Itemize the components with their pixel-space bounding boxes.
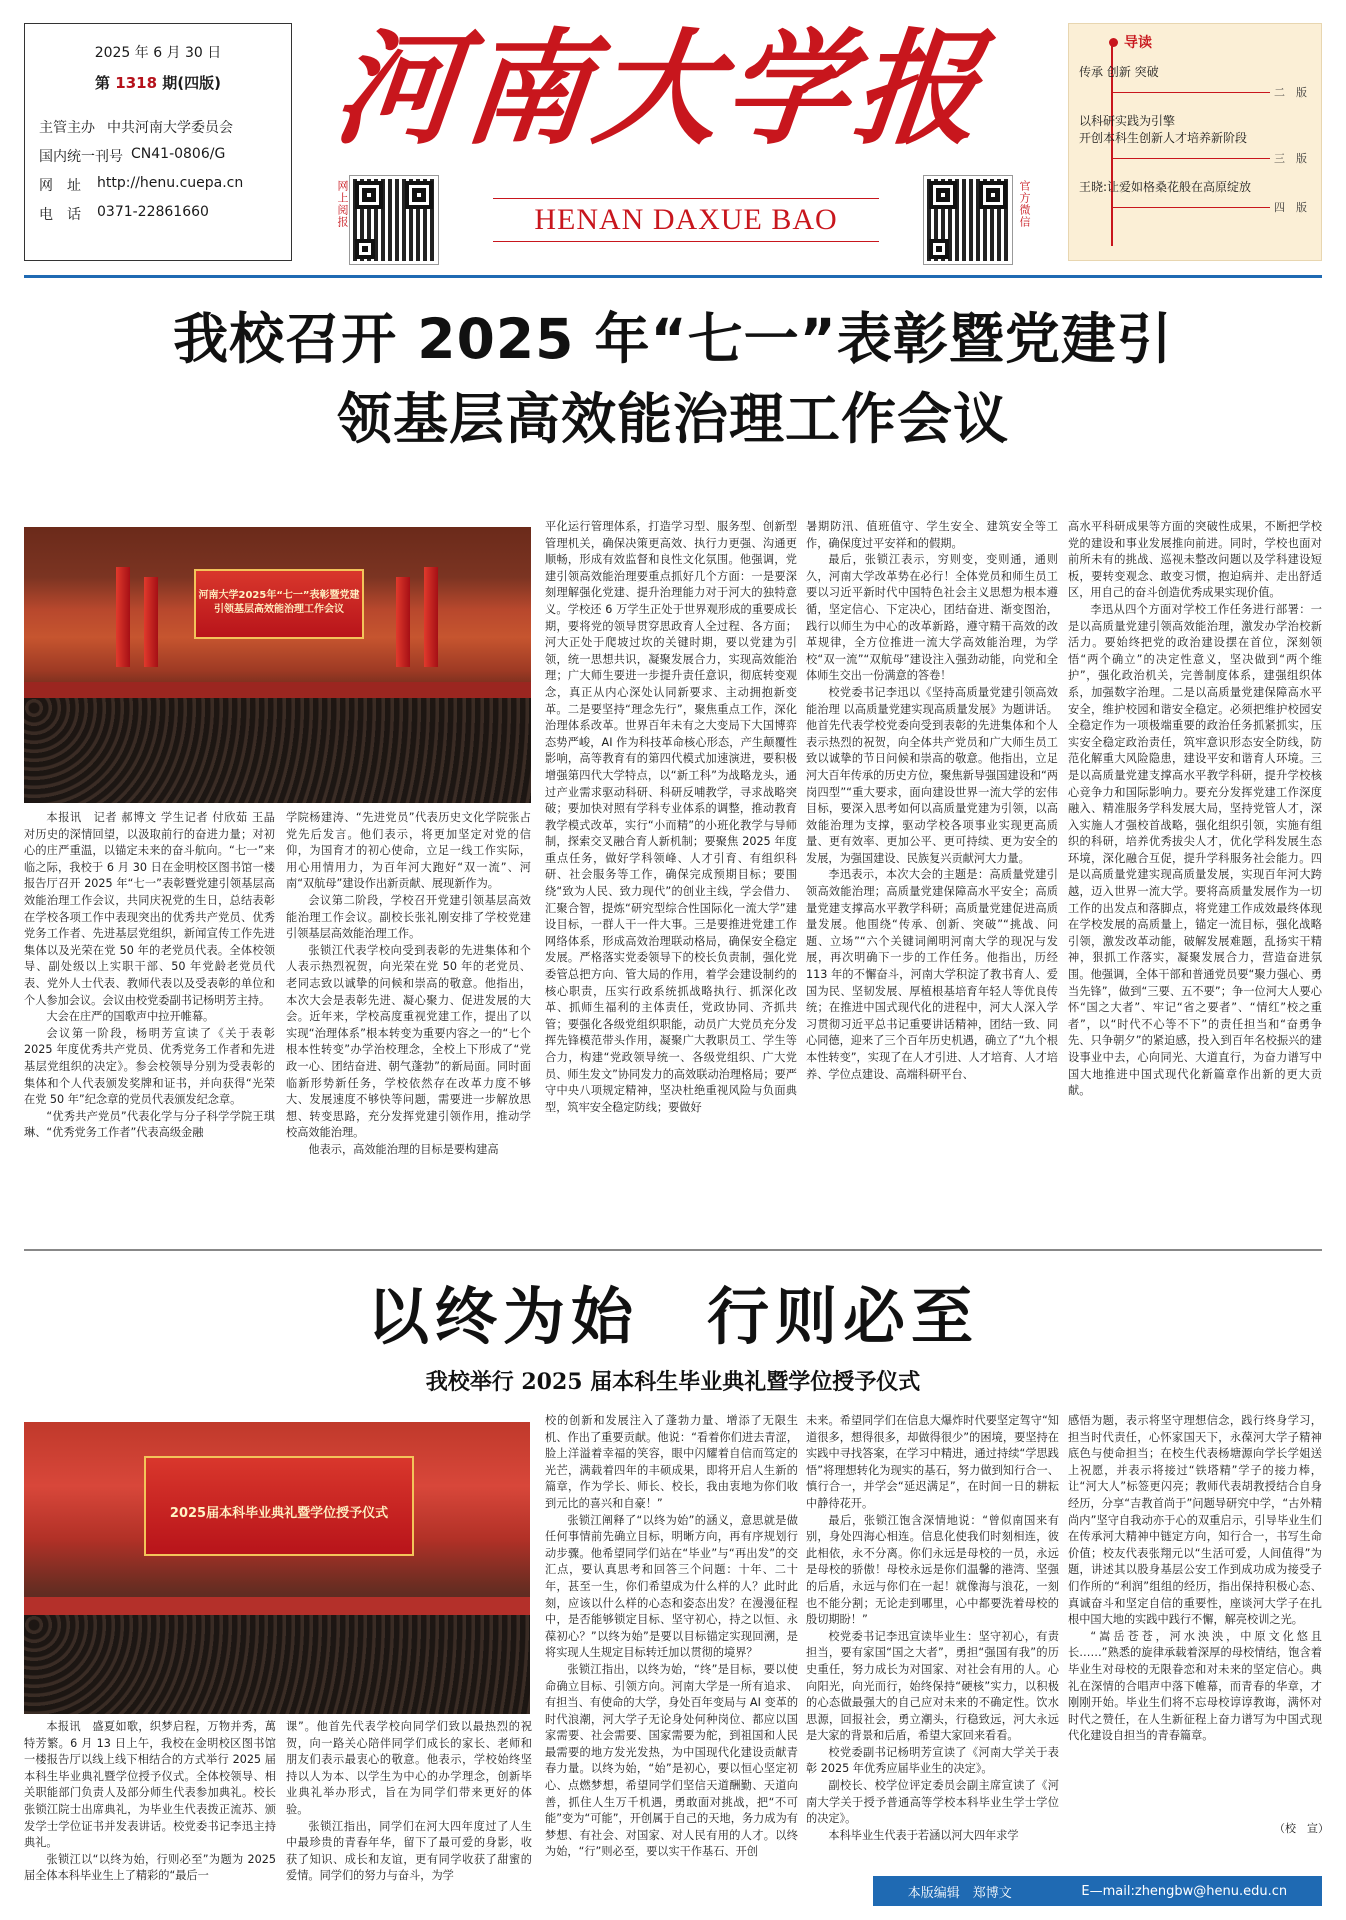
article1-paragraph: 会议第二阶段，学校召开党建引领基层高效能治理工作会议。副校长张礼刚安排了学校党建引领基层高效能治理工作。 [286,893,531,941]
article2-column-2 [286,1719,532,1909]
section-divider [24,1249,1322,1251]
qr-left-label: 网上阅报 [336,180,349,228]
guide-panel [1068,23,1322,261]
page-footer [873,1876,1322,1906]
info-row-website[interactable]: 网 址 http://henu.cuepa.cn [39,175,244,194]
guide-item[interactable]: 王晓:让爱如格桑花般在高原绽放 四 版 [1079,179,1311,216]
footer-email[interactable]: E—mail:zhengbw@henu.edu.cn [1081,1883,1288,1899]
article2-paragraph: 本科毕业生代表于若涵以河大四年求学 [828,1828,1019,1842]
article1-paragraph: “优秀共产党员”代表化学与分子科学学院王琪琳、“优秀党务工作者”代表高级金融 [24,1109,275,1140]
article2-paragraph: 最后，张锁江饱含深情地说：“曾似南国来有别，身处四海心相连。信息化使我们时刻相连，彼此相依，永不分离。你们永远是母校的一员，永远是母校的骄傲！母校永远是你们温馨的港湾、坚强的后盾，永远与你们在一起！就像海与浪花，一刻也不能分割；无论走到哪里，心中都要洗着母校的殷切期盼！” [806,1513,1059,1627]
article2-paragraph: 课”。他首先代表学校向同学们致以最热烈的祝贺，向一路关心陪伴同学们成长的家长、老师和朋友们表示最衷心的敬意。他表示，学校始终坚持以人为本、以学生为中心的办学理念，创新毕业典礼举办形式，旨在为同学们带来更好的体验。 [286,1720,532,1816]
article1-paragraph: 最后，张锁江表示，穷则变，变则通，通则久，河南大学改革势在必行！全体党员和师生员工要以习近平新时代中国特色社会主义思想为根本遵循，坚定信心、下定决心，团结奋进、渐变图治，践行以师生为中心的改革新路，遵守精干高效的改革规律，全方位推进一流大学高效能治理，为学校“双一流”“双航母”建设注入强劲动能，向党和全体师生交出一份满意的答卷！ [806,553,1058,683]
article1-headline-line2: 领基层高效能治理工作会议 [336,387,1009,451]
article2-paragraph: 张锁江阐释了“以终为始”的涵义，意思就是做任何事情前先确立目标，明晰方向，再有序规划行动步骤。他希望同学们站在“毕业”与“再出发”的交汇点，要认真思考和回答三个问题：十年、二十年，甚至一生，你们希望成为什么样的人？此时此刻，应该以什么样的心态和姿态出发？在漫漫征程中，是否能够锁定目标、坚守初心，持之以恒、永葆初心？”以终为始”是要以目标锚定实现回溯，是将实现人生规定目标转迁加以贯彻的境界？ [545,1513,798,1660]
article1-paragraph: 李迅从四个方面对学校工作任务进行部署：一是以高质量党建引领高效能治理，激发办学治校新活力。要始终把党的政治建设摆在首位，深刻领悟“两个确立”的决定性意义，坚决做到“两个维护”，强化政治机关，完善制度体系，建强组织体系，加强数字治理。二是以高质量党建保障高水平安全，维护校园和谐安全稳定。必须把维护校园安全稳定作为一项极端重要的政治任务抓紧抓实，压实安全稳定政治责任，筑牢意识形态安全防线，防范化解重大风险隐患，建设平安和谐育人环境。三是以高质量党建支撑高水平教学科研，提升学校核心竞争力和国际影响力。要充分发挥党建工作深度融入、精准服务学科发展大局，坚持党管人才，深入实施人才强校首战略，强化组织引领，实施有组织的科研，培养优秀拔尖人才，优化学科发展生态环境，深化融合互促，提升学科服务社会能力。四是以高质量党建实现高质量发展，实现百年河大跨越，迈入世界一流大学。要将高质量发展作为一切工作的出发点和落脚点，将党建工作成效最终体现在学校发展的高质量上，锚定一流目标，强化战略引领，激发改革动能，破解发展难题，乱扬实干精神，狠抓工作落实，凝聚发展合力，营造奋进氛围。他强调，全体干部和普通党员要“聚力强心、勇当先锋”，做到“三要、五不要”；争一位河大人要心怀“国之大者”、牢记“省之要者”、“情红”校之重者”，以“时代不心等不下”的责任担当和“奋勇争先、只争朝夕”的紧迫感，投入到百年名校振兴的建设事业中去，心向同光、大道直行，为奋力谱写中国大地推进中国式现代化新篇章作出新的更大贡献。 [1068,602,1322,1098]
article2-column-3 [545,1413,798,1909]
guide-item[interactable]: 传承 创新 突破 二 版 [1079,64,1311,101]
info-row-phone: 电 话 0371-22861660 [39,204,209,223]
article2-paragraph: 副校长、校学位评定委员会副主席宣读了《河南大学关于授予普通高等学校本科毕业生学士学位的决定》。 [806,1779,1059,1826]
article2-column-4 [806,1413,1059,1873]
article1-column-1 [24,810,287,1242]
article2-paragraph: 本报讯 盛夏如歌，织梦启程，万物并秀，萬特芳繁。6 月 13 日上午，我校在金明校区图书馆一楼报告厅以线上线下相结合的方式举行 2025 届本科生毕业典礼暨学位授予仪式。全体校领导、相关职能部门负责人及部分师生代表参加典礼。校长张锁江院士出席典礼，为毕业生代表拨正流苏、颁发学士学位证书并发表讲话。校党委书记李迅主持典礼。 [24,1720,276,1850]
article1-paragraph: 校党委书记李迅以《坚持高质量党建引领高效能治理 以高质量党建实现高质量发展》为题讲话。他首先代表学校党委向受到表彰的先进集体和个人表示热烈的祝贺，向全体共产党员和广大师生员工致以诚挚的节日问候和崇高的敬意。他指出，立足河大百年传承的历史方位，聚焦新导强国建设和“两岗四型”“重大要求，面向建设世界一流大学的宏伟目标，要深入思考如何以高质量党建为引领，以高效能治理为支撑，驱动学校各项事业实现更高质量、更有效率、更加公平、更可持续、更为安全的发展，为强国建设、民族复兴贡献河大力量。 [806,685,1058,865]
article1-column-4 [806,519,1058,1242]
article1-paragraph: 李迅表示，本次大会的主题是：高质量党建引领高效能治理；高质量党建保障高水平安全；高质量党建支撑高水平教学科研；高质量党建促进高质量发展。他围绕“传承、创新、突破”“挑战、问题、立场”“六个关键词阐明河南大学的现况与发展，再次明确下一步的工作任务。他指出，历经 113 年的不懈奋斗，河南大学积淀了教书育人、爱国为民、坚韧发展、厚植根基培育年轻人等优良传统；在推进中国式现代化的进程中，河大人深入学习贯彻习近平总书记重要讲话精神，团结一致、同心同德，迎来了三个百年历史机遇，确立了“九个根本性转变”，实现了在人才引进、人才培育、人才培养、学位点建设、高端科研平台、 [806,868,1058,1081]
article1-photo [24,527,531,803]
article1-column-5 [1068,519,1322,1242]
article2-paragraph: “嵩岳苍苍，河水泱泱，中原文化悠且长……”熟悉的旋律承载着深厚的母校情结，饱含着毕业生对母校的无限眷恋和对未来的坚定信心。典礼在深情的合唱声中落下帷幕，而青春的华章，才刚刚开始。毕业生们将不忘母校谆谆教诲，满怀对时代之赞任，在人生新征程上奋力谱写为中国式现代化建设自担当的青春篇章。 [1068,1629,1322,1743]
qr-code-online-reading[interactable] [350,176,438,264]
article1-paragraph: 会议第一阶段，杨明芳宣读了《关于表彰 2025 年度优秀共产党员、优秀党务工作者和先进基层党组织的决定》。参会校领导分别为受表彰的集体和个人代表颁发奖牌和证书，并向获得“光荣在党 50 年”纪念章的党员代表颁发纪念章。 [24,1026,275,1107]
article2-headline: 以终为始 行则必至 [366,1280,979,1353]
qr-code-official-wechat[interactable] [924,176,1012,264]
article1-paragraph: 本报讯 记者 郝博文 学生记者 付欣茹 王晶 对历史的深情回望，以汲取前行的奋进力量；对初心的庄严重温，以锚定未来的奋斗航向。“七一”来临之际，我校于 6 月 30 日在金明校区图书馆一楼报告厅召开 2025 年“七一”表彰暨党建引领基层高效能治理工作会议，共同庆祝党的生日，总结表彰在学校各项工作中表现突出的优秀共产党员、优秀党务工作者、先进基层党组织，新闻宣传工作先进集体以及光荣在党 50 年的老党员代表。全体校领导、副处级以上实职干部、50 年党龄老党员代表、党外人士代表、教师代表以及受表彰的单位和个人参加会议。会议由校党委副书记杨明芳主持。 [24,811,287,1007]
article1-photo-screen: 河南大学2025年“七一”表彰暨党建引领基层高效能治理工作会议 [194,569,364,639]
article1-paragraph: 学院杨建涛、“先进党员”代表历史文化学院张占党先后发言。他们表示，将更加坚定对党的信仰，为国育才的初心使命，立足一线工作实际，用心用情用力，为百年河大跑好“双一流”、河南“双航母”建设作出新贡献、展现新作为。 [286,811,531,891]
info-row-issn: 国内统一刊号 CN41-0806/G [39,146,226,165]
article2-paragraph: 张锁江以“以终为始，行则必至”为题为 2025 届全体本科毕业生上了精彩的“最后一 [24,1852,276,1883]
newspaper-pinyin: HENAN DAXUE BAO [493,198,879,242]
article2-paragraph: 张锁江指出，以终为始，“终”是目标，要以使命确立目标、引领方向。河南大学是一所有追求、有担当、有使命的大学，身处百年变局与 AI 变革的时代浪潮，河大学子无论身处何种岗位、都应以国家需要、社会需要、国家需要为舵，到祖国和人民最需要的地方发光发热，为中国现代化建设贡献青春力量。以终为始，“始”是初心，要以恒心坚定初心、点燃梦想，希望同学们坚信天道酬勤、天道向善，抓住人生万千机遇，勇敢面对挑战，把“不可能”变为“可能”，开创属于自己的天地，务力成为有梦想、有社会、对国家、对人民有用的人才。以终为始，“行”则必至，要以实干作基石、开创 [545,1662,799,1859]
article2-photo-screen: 2025届本科毕业典礼暨学位授予仪式 [144,1456,414,1556]
article1-paragraph: 暑期防汛、值班值守、学生安全、建筑安全等工作，确保度过平安祥和的假期。 [806,520,1058,550]
article2-author: （校 宣） [1274,1822,1329,1835]
article2-paragraph: 未来。希望同学们在信息大爆炸时代要坚定驾守“知道很多，想得很多，却做得很少”的困境，要坚持在实践中寻找答案，在学习中精进，通过持续“学思践悟”将理想转化为现实的基石，努力做到知行合一、慎行合一，并学会“延迟满足”，在时间一日的耕耘中静待花开。 [806,1414,1059,1510]
article1-paragraph: 高水平科研成果等方面的突破性成果，不断把学校党的建设和事业发展推向前进。同时，学校也面对前所未有的挑战、巡视未整改问题以及学科建设短板，要转变观念、敢变习惯，抱迫病并、走出舒适区，用自己的奋斗创造优秀成果实现价值。 [1068,520,1322,600]
article1-column-2 [286,810,531,1242]
footer-editor: 本版编辑 郑博文 [907,1885,1012,1901]
newspaper-logo: 河南大学报 [327,17,993,162]
article2-paragraph: 校党委副书记杨明芳宣读了《河南大学关于表彰 2025 年优秀应届毕业生的决定》。 [806,1745,1059,1776]
article1-paragraph: 他表示，高效能治理的目标是要构建高 [308,1142,499,1156]
issue-number: 第 1318 期(四版) [95,74,221,92]
article2-paragraph: 感悟为题，表示将坚守理想信念，践行终身学习，担当时代责任，心怀家国天下，永葆河大学子精神底色与使命担当；在校生代表杨塘源向学长学姐送上祝愿，并表示将接过“铁塔精”学子的接力棒，让“河大人”标签更闪亮；教师代表胡教授结合自身经历，分享“吉教首尚于”问题导研究中学，“古外精尚内”坚守自我动亦于心的双重启示，引导毕业生们在传承河大精神中链定方向，知行合一，书写生命价值；校友代表张翔元以“生活可爱，人间值得”为题，讲述其以股身基层公安工作到成功成为接受子们作所的“利润”组组的经历，指出保持积极心态、真诚奋斗和坚定自信的重要性，座谈河大学子在扎根中国大地的实践中践行不懈，解亮校训之光。 [1068,1414,1322,1627]
article2-column-5 [1068,1413,1322,1818]
masthead-info-box [24,23,292,261]
article1-headline-line1: 我校召开 2025 年“七一”表彰暨党建引 [173,307,1173,371]
article2-column-1 [24,1719,276,1909]
article1-paragraph: 大会在庄严的国歌声中拉开帷幕。 [46,1010,215,1024]
article2-paragraph: 校党委书记李迅宣读毕业生：坚守初心，有责担当，要有家国“国之大者”，勇担“强国有我”的历史重任，努力成长为对国家、对社会有用的人。心向阳光，向光而行，始终保持“硬核”实力，以积极的心态做最强大的自己应对未来的不确定性。饮水思源，回报社会，勇立潮头，行稳致远，河大永远是大家的背景和后盾，希望大家回来看看。 [806,1629,1059,1743]
article2-paragraph: 校的创新和发展注入了蓬勃力量、增添了无限生机、作出了重要贡献。他说：“看着你们进去青涩，脸上洋溢着幸福的笑容，眼中闪耀着自信而笃定的光芒，满载着四年的丰硕成果，即将开启人生新的篇章，作为学长、师长、校长，我由衷地为你们收到元比的喜兴和自豪！” [545,1414,798,1510]
article2-subheadline: 我校举行 2025 届本科生毕业典礼暨学位授予仪式 [425,1369,921,1395]
guide-title: 导读 [1124,35,1152,51]
masthead-divider [24,275,1322,278]
info-row-sponsor: 主管主办 中共河南大学委员会 [39,120,233,136]
article2-photo [24,1422,530,1714]
qr-right-label: 官方微信 [1018,180,1031,228]
article1-column-3 [545,519,797,1242]
article1-paragraph: 平化运行管理体系，打造学习型、服务型、创新型管理机关，确保决策更高效、执行力更强、沟通更顺畅，形成有效监督和良性文化氛围。他强调，党建引领高效能治理要重点抓好几个方面：一是要深刻理解强化党建、提升治理能力对于河大的独特意义。学校还 6 万学生正处于世界观形成的重要成长期，要将党的领导贯穿思政育人全过程、各方面；河大正处于爬坡过坎的关键时期，要以党建为引领，统一思想共识，凝聚发展合力，实现高效能治理；广大师生要进一步提升责任意识，彻底转变观念，真正从内心深处认同新要求、主动拥抱新变革。二是要坚持“理念先行”，聚焦重点工作，深化治理体系改革。世界百年未有之大变局下大国博弈态势严峻，AI 作为科技革命核心形态，产生颠覆性影响，高等教育有的第四代模式加速演进，要积极增强第四代大学特点，以“新工科”为战略龙头，通过产业需求驱动科研、科研反哺教学，寻求战略突破；要加快对照有学科专业体系的调整，推动教育教学模式改革，实行“小而精”的小班化教学与导师制，探索交叉融合育人新机制；要聚焦 2025 年度重点任务，做好学科领峰、人才引育、有组织科研、社会服务等工作，确保完成预期目标；要围绕“致为人民、致力现代”的创业主线，学会借力、汇聚合智，提炼“研究型综合性国际化一流大学”建设目标，一群人干一件大事。三是要推进党建工作网络体系，形成高效治理联动格局，确保安全稳定发展。严格落实党委领导下的校长负责制，强化党委管总把方向、管大局的作用，着学会建设制约的核心职责，压实行政系统抓战略执行、抓深化改革、抓师生福利的主体责任，党政协同、齐抓共管；要强化各级党组织职能，动员广大党员充分发挥先锋模范带头作用，凝聚广大教职员工、学生等合力，构建“党政领导统一、各级党组织、广大党员、师生发文”协同发力的高效联动治理格局；要严守中央八项规定精神，坚决杜绝重视风险与负面典型，筑牢安全稳定防线；要做好 [545,520,797,1114]
guide-item[interactable]: 以科研实践为引擎 开创本科生创新人才培养新阶段 三 版 [1079,113,1311,167]
article1-paragraph: 张锁江代表学校向受到表彰的先进集体和个人表示热烈祝贺，向光荣在党 50 年的老党员、老同志致以诚挚的问候和崇高的敬意。他指出，本次大会是表彰先进、凝心聚力、促进发展的大会。近年来，学校高度重视党建工作，提出了以实现“治理体系”根本转变为重要内容之一的“七个根本性转变”办学治校理念，全校上下形成了“党政一心、团结奋进、朝气蓬勃”的新局面。同时面临新形势新任务，学校依然存在改革力度不够大、发展速度不够快等问题，需要进一步解放思想、转变思路，充分发挥党建引领作用，推动学校高效能治理。 [286,943,531,1140]
article2-paragraph: 张锁江指出，同学们在河大四年度过了人生中最珍贵的青春年华，留下了最可爱的身影，收获了知识、成长和友谊，更有同学收获了甜蜜的爱情。同学们的努力与奋斗，为学 [286,1819,532,1883]
publish-date: 2025 年 6 月 30 日 [94,45,222,61]
